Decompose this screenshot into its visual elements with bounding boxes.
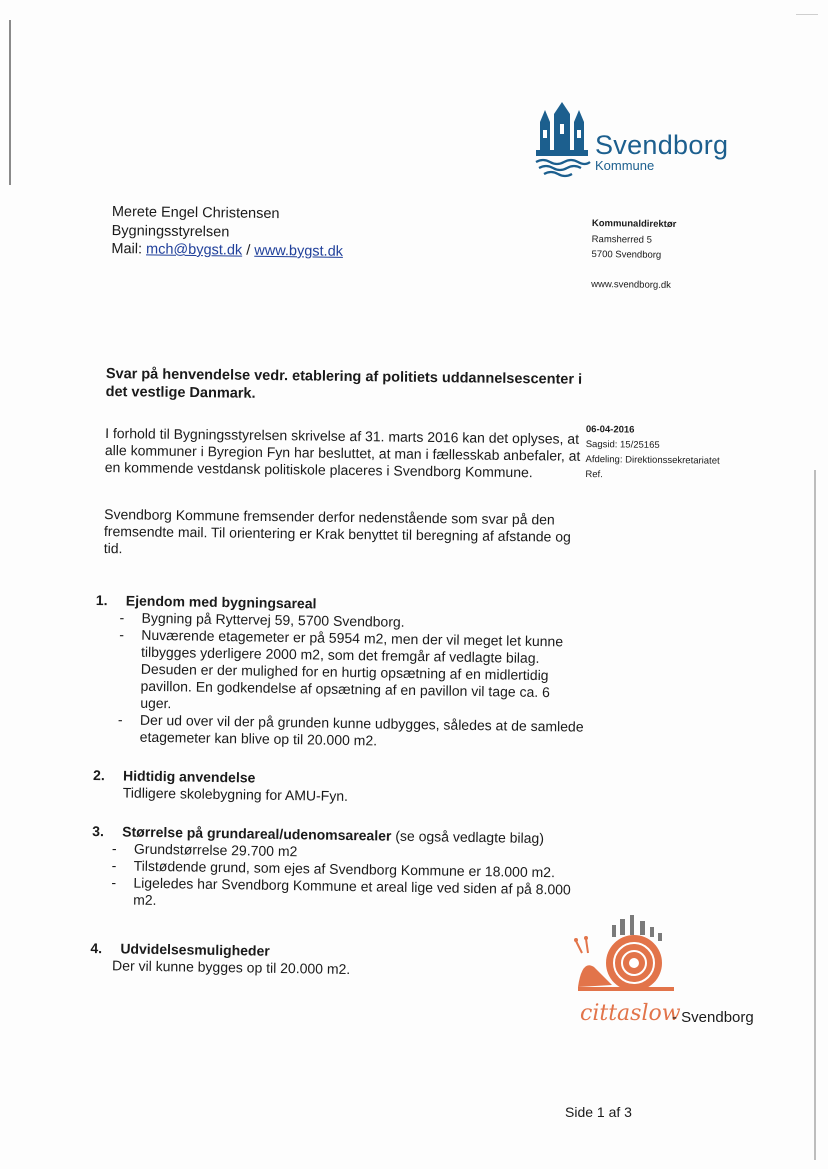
paragraph: Svendborg Kommune fremsender derfor nedenstående som svar på den fremsendte mail. Til orientering er Krak benyttet til beregning af afstande og tid. bbox=[103, 505, 571, 557]
list-item: - Bygning på Ryttervej 59, 5700 Svendborg. bbox=[119, 609, 585, 633]
letter-subject: Svar på henvendelse vedr. etablering af politiets uddannelsescenter i det vestlige Danmark. bbox=[105, 365, 583, 402]
recipient-block bbox=[111, 203, 343, 261]
section-number: 3. bbox=[92, 822, 105, 840]
section-number: 1. bbox=[95, 592, 108, 609]
bullet-text: Der ud over vil der på grunden kunne udbygges, således at de samlede etagemeter kan blive op til 20.000 m2. bbox=[139, 711, 584, 749]
recipient-mail-line bbox=[111, 240, 343, 261]
svendborg-logo bbox=[532, 100, 732, 180]
bullet-text: Bygning på Ryttervej 59, 5700 Svendborg. bbox=[141, 609, 405, 630]
letter-intro bbox=[104, 365, 586, 563]
section-3 bbox=[91, 823, 582, 916]
section-1 bbox=[94, 592, 586, 753]
scan-edge-top bbox=[796, 14, 818, 15]
letter-date: 06-04-2016 bbox=[585, 423, 635, 436]
section-2 bbox=[93, 767, 583, 809]
reference-block bbox=[585, 422, 720, 484]
bullet-text: Grundstørrelse 29.700 m2 bbox=[133, 840, 298, 860]
list-item: - Tilstødende grund, som ejes af Svendborg Kommune er 18.000 m2. bbox=[112, 857, 582, 881]
sender-block bbox=[591, 216, 676, 293]
logo-name: Svendborg bbox=[595, 130, 729, 160]
section-4 bbox=[90, 940, 580, 982]
section-number: 2. bbox=[92, 766, 105, 784]
reference: Ref. bbox=[585, 468, 603, 481]
list-item: - Grundstørrelse 29.700 m2 bbox=[112, 840, 582, 864]
section-title: Ejendom med bygningsareal bbox=[125, 592, 317, 612]
department: Afdeling: Direktionssekretariatet bbox=[585, 453, 720, 467]
page-number: Side 1 af 3 bbox=[565, 1104, 632, 1120]
bullet-text: Nuværende etagemeter er på 5954 m2, men der vil meget let kunne tilbygges yderligere 2000 m2, som det fremgår af vedlagte bilag. Desuden er der mulighed for en hurtig opsætning af en midlertidig pavillon. En godkendelse af opsætning af en pavillon vil tage ca. 6 uger. bbox=[140, 626, 564, 712]
case-id: Sagsid: 15/25165 bbox=[585, 438, 660, 451]
section-title: Udvidelsesmuligheder bbox=[120, 940, 270, 959]
sender-city: 5700 Svendborg bbox=[591, 248, 662, 261]
bullet-text: Tilstødende grund, som ejes af Svendborg Kommune er 18.000 m2. bbox=[133, 857, 556, 881]
sender-website: www.svendborg.dk bbox=[591, 278, 671, 291]
bullet-text: Ligeledes har Svendborg Kommune et areal lige ved siden af på 8.000 m2. bbox=[133, 874, 571, 908]
section-body: Tidligere skolebygning for AMU-Fyn. bbox=[122, 784, 349, 804]
scan-edge-left bbox=[9, 20, 11, 185]
section-title-note: (se også vedlagte bilag) bbox=[391, 827, 545, 847]
logo-sub: Kommune bbox=[595, 158, 655, 173]
recipient-org: Bygningsstyrelsen bbox=[111, 222, 230, 240]
cittaslow-word: cittaslow bbox=[580, 1001, 681, 1026]
list-item: - Nuværende etagemeter er på 5954 m2, men der vil meget let kunne tilbygges yderligere 2000 m2, som det fremgår af vedlagte bilag. Desuden er der mulighed for en hurtig opsætning af en midlertidig pavillon. En godkendelse af opsætning af en pavillon vil tage ca. 6 uger. bbox=[118, 626, 585, 718]
paragraph: I forhold til Bygningsstyrelsen skrivelse af 31. marts 2016 kan det oplyses, at alle kommuner i Byregion Fyn har besluttet, at man i fællesskab anbefaler, at en kommende vestdansk politiskole placeres i Svendborg Kommune. bbox=[104, 424, 581, 481]
sender-street: Ramsherred 5 bbox=[591, 233, 652, 246]
snail-icon bbox=[572, 915, 692, 1005]
recipient-name: Merete Engel Christensen bbox=[111, 203, 280, 223]
list-item: - Ligeledes har Svendborg Kommune et areal lige ved siden af på 8.000 m2. bbox=[111, 874, 581, 915]
link-separator: / bbox=[246, 242, 251, 259]
sender-title: Kommunaldirektør bbox=[591, 217, 677, 231]
section-title: Hidtidig anvendelse bbox=[122, 767, 256, 786]
list-item: - Der ud over vil der på grunden kunne udbygges, således at de samlede etagemeter kan blive op til 20.000 m2. bbox=[118, 711, 584, 752]
section-title: Størrelse på grundareal/udenomsarealer bbox=[122, 823, 392, 844]
email-link[interactable]: mch@bygst.dk bbox=[145, 241, 243, 259]
website-link[interactable]: www.bygst.dk bbox=[254, 242, 344, 260]
section-body: Der vil kunne bygges op til 20.000 m2. bbox=[112, 957, 351, 978]
coat-of-arms-icon bbox=[532, 100, 594, 180]
cittaslow-logo bbox=[572, 915, 772, 1035]
scan-edge-right bbox=[814, 470, 816, 1160]
section-number: 4. bbox=[90, 939, 103, 957]
cittaslow-town: - Svendborg bbox=[672, 1009, 754, 1026]
mail-label: Mail: bbox=[111, 240, 143, 258]
numbered-sections bbox=[90, 592, 586, 982]
